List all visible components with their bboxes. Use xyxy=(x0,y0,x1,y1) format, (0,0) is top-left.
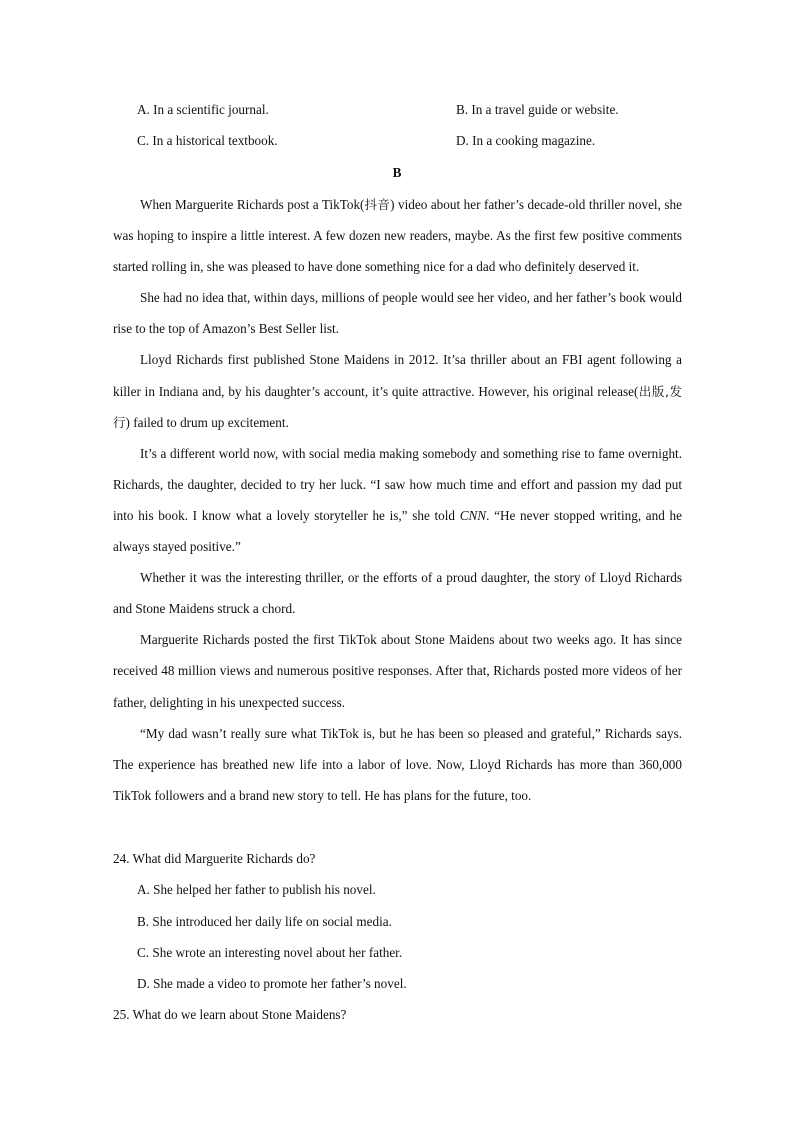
question-25-stem: 25. What do we learn about Stone Maidens? xyxy=(113,1007,347,1023)
question-24-option-a[interactable]: A. She helped her father to publish his novel. xyxy=(137,882,376,898)
passage-paragraph-7: “My dad wasn’t really sure what TikTok is, but he has been so pleased and grateful,” Richards says. The experience has breathed new life into a labor of love. Now, Lloyd Richards has more than 360,000 TikTok followers and a brand new story to tell. He has plans for the future, too. xyxy=(113,725,682,803)
passage-paragraph-2: She had no idea that, within days, millions of people would see her video, and her father’s book would rise to the top of Amazon’s Best Seller list. xyxy=(113,290,682,337)
prev-options-row-2 xyxy=(137,131,697,151)
p1-text-a: When Marguerite Richards post a TikTok( xyxy=(140,197,365,212)
prev-option-b: B. In a travel guide or website. xyxy=(456,102,619,117)
p1-text-b: ) video about her father’s decade-old thriller novel, she was hoping to inspire a little interest. A few dozen new readers, maybe. As the first few positive comments started rolling in, she was pleased to have done something nice for a dad who definitely deserved it. xyxy=(113,197,682,275)
p3-cjk-gloss: 出版,发行 xyxy=(113,383,682,430)
p4-text-a: It’s a different world now, with social media making somebody and something rise to fame overnight. Richards, the daughter, decided to try her luck. “I saw how much time and effort and passion my dad put into his book. I know what a lovely storyteller he is,” she told xyxy=(113,445,682,523)
prev-option-d: D. In a cooking magazine. xyxy=(456,133,596,148)
passage-paragraph-1 xyxy=(113,189,682,282)
p3-text-a: Lloyd Richards first published Stone Maidens in 2012. It’sa thriller about an FBI agent following a killer in Indiana and, by his daughter’s account, it’s quite attractive. However, his original release( xyxy=(113,352,682,399)
question-24-stem: 24. What did Marguerite Richards do? xyxy=(113,851,316,866)
passage-paragraph-4 xyxy=(113,438,682,562)
prev-options-row-1 xyxy=(137,100,697,120)
p1-cjk-gloss: 抖音 xyxy=(364,197,391,212)
prev-option-a: A. In a scientific journal. xyxy=(137,102,269,117)
reading-passage xyxy=(113,189,682,811)
question-24-option-b[interactable]: B. She introduced her daily life on social media. xyxy=(137,913,392,929)
passage-paragraph-6: Marguerite Richards posted the first TikTok about Stone Maidens about two weeks ago. It has since received 48 million views and numerous positive responses. After that, Richards posted more videos of her father, delighting in his unexpected success. xyxy=(113,632,682,710)
p4-text-b: . “He never stopped writing, and he always stayed positive.” xyxy=(113,507,682,555)
prev-option-c: C. In a historical textbook. xyxy=(137,133,278,148)
p3-text-b: ) failed to drum up excitement. xyxy=(125,414,289,430)
passage-paragraph-5: Whether it was the interesting thriller, or the efforts of a proud daughter, the story of Lloyd Richards and Stone Maidens struck a chord. xyxy=(113,570,682,617)
questions-block xyxy=(113,843,682,1031)
section-heading: B xyxy=(392,165,402,180)
passage-paragraph-3 xyxy=(113,344,682,437)
p4-cnn: CNN xyxy=(459,507,487,523)
question-24-option-d[interactable]: D. She made a video to promote her father’s novel. xyxy=(137,976,407,992)
question-24-option-c[interactable]: C. She wrote an interesting novel about her father. xyxy=(137,944,403,960)
